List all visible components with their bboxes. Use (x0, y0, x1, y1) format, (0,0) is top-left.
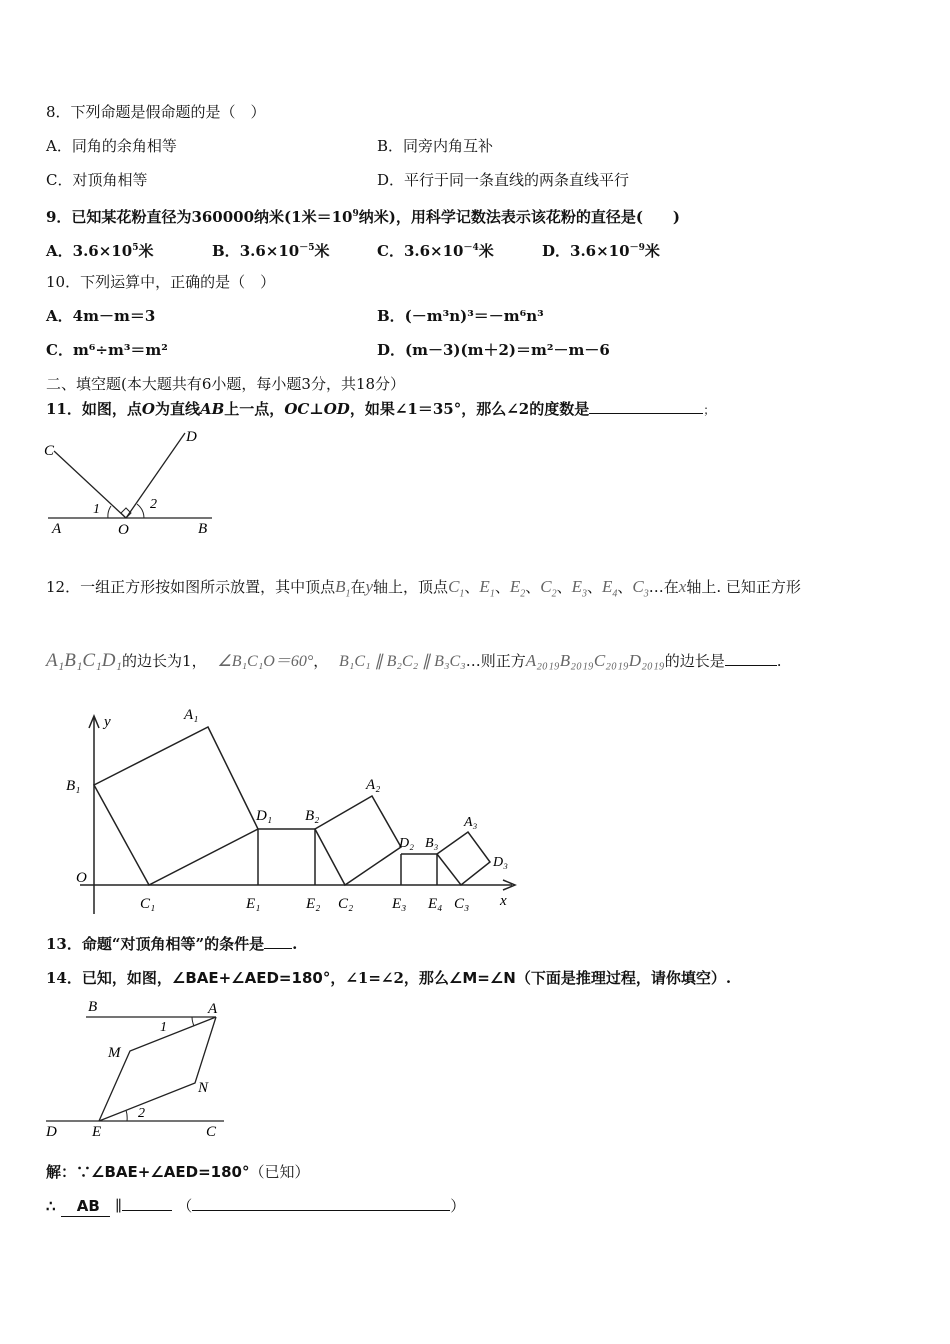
svg-text:B₂: B₂ (305, 808, 320, 824)
q12-vertex-c2: $C_2$ (540, 577, 557, 600)
solution-blank-reason[interactable] (192, 1196, 450, 1211)
solution-line2: ∴ AB ∥ （ ） (46, 1197, 466, 1215)
svg-text:O: O (76, 870, 87, 886)
svg-text:D₂: D₂ (399, 836, 414, 851)
q10-option-d: D．(m－3)(m＋2)＝m²－m－6 (377, 341, 610, 359)
q11-stem: 11．如图，点O为直线AB上一点，OC⊥OD，如果∠1＝35°，那么∠2的度数是 ； (46, 400, 716, 418)
square-2 (315, 796, 401, 885)
solution-line1: 解：∵∠BAE+∠AED=180°（已知） (46, 1163, 310, 1181)
square-3 (437, 832, 490, 885)
square-1 (94, 727, 258, 885)
svg-text:C₂: C₂ (338, 896, 354, 912)
q8-option-c: C．对顶角相等 (46, 171, 148, 189)
q12-vertex-list: $C_1$、$E_1$、$E_2$、$C_2$、$E_3$、$E_4$、$C_3$ (448, 577, 649, 600)
q12-stem-line1: 12．一组正方形按如图所示放置，其中顶点$B_1$在y轴上，顶点$C_1$、$E_1$、$E_2$、$C_2$、$E_3$、$E_4$、$C_3\dots$在x轴上. 已知正方形 (46, 577, 801, 600)
angle-2-arc (137, 504, 144, 518)
q8-option-d: D．平行于同一条直线的两条直线平行 (377, 171, 630, 189)
ray-oc (54, 451, 126, 518)
angle-1-arc (108, 506, 111, 518)
q8-stem: 8．下列命题是假命题的是（ ） (46, 103, 266, 121)
svg-text:C₁: C₁ (140, 896, 156, 912)
q12-stem-line2: A₁B₁C₁D₁的边长为1， ∠B₁C₁O＝60°， B₁C₁ ∥ B₂C₂ ∥ B₃C₃…则正方A₂₀₁₉B₂₀₁₉C₂₀₁₉D₂₀₁₉的边长是 . (46, 650, 782, 671)
q12-vertex-e2: $E_2$ (509, 577, 526, 600)
svg-text:2: 2 (138, 1106, 145, 1121)
section-heading: 二、填空题(本大题共有6小题，每小题3分，共18分） (46, 375, 406, 393)
q13-stem: 13．命题“对顶角相等”的条件是 . (46, 935, 298, 953)
svg-text:C: C (206, 1124, 217, 1140)
svg-text:E₁: E₁ (246, 896, 261, 912)
svg-text:D₃: D₃ (493, 855, 508, 870)
q12-answer-blank[interactable] (725, 651, 777, 666)
svg-text:A₃: A₃ (464, 815, 478, 830)
svg-text:A: A (52, 521, 62, 537)
svg-text:B: B (198, 521, 208, 537)
svg-text:E₃: E₃ (392, 896, 407, 912)
solution-blank-parallel[interactable] (122, 1196, 172, 1211)
svg-text:B₃: B₃ (425, 836, 439, 851)
angle-1-arc (192, 1017, 194, 1026)
svg-text:x: x (500, 893, 507, 909)
q8-option-b: B．同旁内角互补 (377, 137, 494, 155)
svg-text:A₂: A₂ (366, 777, 381, 793)
svg-text:N: N (198, 1080, 209, 1096)
svg-text:B: B (88, 999, 98, 1015)
svg-text:A: A (208, 1001, 218, 1017)
svg-text:B₁: B₁ (66, 778, 81, 794)
q12-vertex-e4: $E_4$ (602, 577, 618, 600)
q10-option-b: B．(－m³n)³＝－m⁶n³ (377, 307, 544, 325)
q12-vertex-c1: $C_1$ (448, 577, 465, 600)
svg-text:y: y (104, 714, 111, 730)
svg-text:D: D (186, 429, 197, 445)
svg-text:A₁: A₁ (184, 707, 199, 723)
svg-text:2: 2 (150, 497, 157, 512)
solution-ab: AB (61, 1196, 110, 1217)
path-a-m-e (99, 1017, 216, 1121)
q12-vertex-e1: $E_1$ (479, 577, 495, 600)
svg-text:E₂: E₂ (306, 896, 321, 912)
q8-option-a: A．同角的余角相等 (46, 137, 177, 155)
q9-option-d: D．$3.6\times 10^{-9}$米 (542, 242, 660, 260)
q14-figure (40, 995, 230, 1140)
q9-stem: 9．已知某花粉直径为360000纳米(1米$=10^9$纳米)，用科学记数法表示该花粉的直径是( ) (46, 208, 681, 226)
q13-answer-blank[interactable] (264, 934, 292, 949)
svg-text:D₁: D₁ (256, 808, 273, 824)
q10-stem: 10．下列运算中，正确的是（ ） (46, 273, 276, 291)
q12-vertex-c3: $C_3$ (632, 577, 649, 600)
square-link-1 (258, 829, 315, 885)
svg-text:M: M (108, 1045, 121, 1061)
q9-option-c: C．$3.6\times 10^{-4}$米 (377, 242, 494, 260)
q14-stem: 14．已知，如图，∠BAE+∠AED=180°，∠1=∠2，那么∠M=∠N（下面是推理过程，请你填空）. (46, 969, 732, 987)
svg-text:E₄: E₄ (428, 896, 443, 912)
q9-option-b: B．$3.6\times 10^{-5}$米 (212, 242, 330, 260)
svg-text:1: 1 (93, 502, 100, 517)
q11-answer-blank[interactable] (589, 399, 703, 414)
angle-2-arc (126, 1110, 127, 1121)
svg-text:O: O (118, 522, 129, 538)
q10-option-a: A．4m－m＝3 (46, 307, 156, 325)
q12-vertex-e3: $E_3$ (571, 577, 587, 600)
q9-option-a: A．$3.6\times 10^5$米 (46, 242, 154, 260)
svg-text:1: 1 (160, 1020, 167, 1035)
svg-text:E: E (92, 1124, 102, 1140)
svg-text:C₃: C₃ (454, 896, 470, 912)
svg-text:C: C (44, 443, 55, 459)
q11-figure (40, 425, 225, 540)
q12-figure (60, 702, 530, 922)
square-link-2 (401, 854, 437, 885)
svg-text:D: D (46, 1124, 57, 1140)
q10-option-c: C．m⁶÷m³＝m² (46, 341, 168, 359)
path-a-n-e (99, 1017, 216, 1121)
